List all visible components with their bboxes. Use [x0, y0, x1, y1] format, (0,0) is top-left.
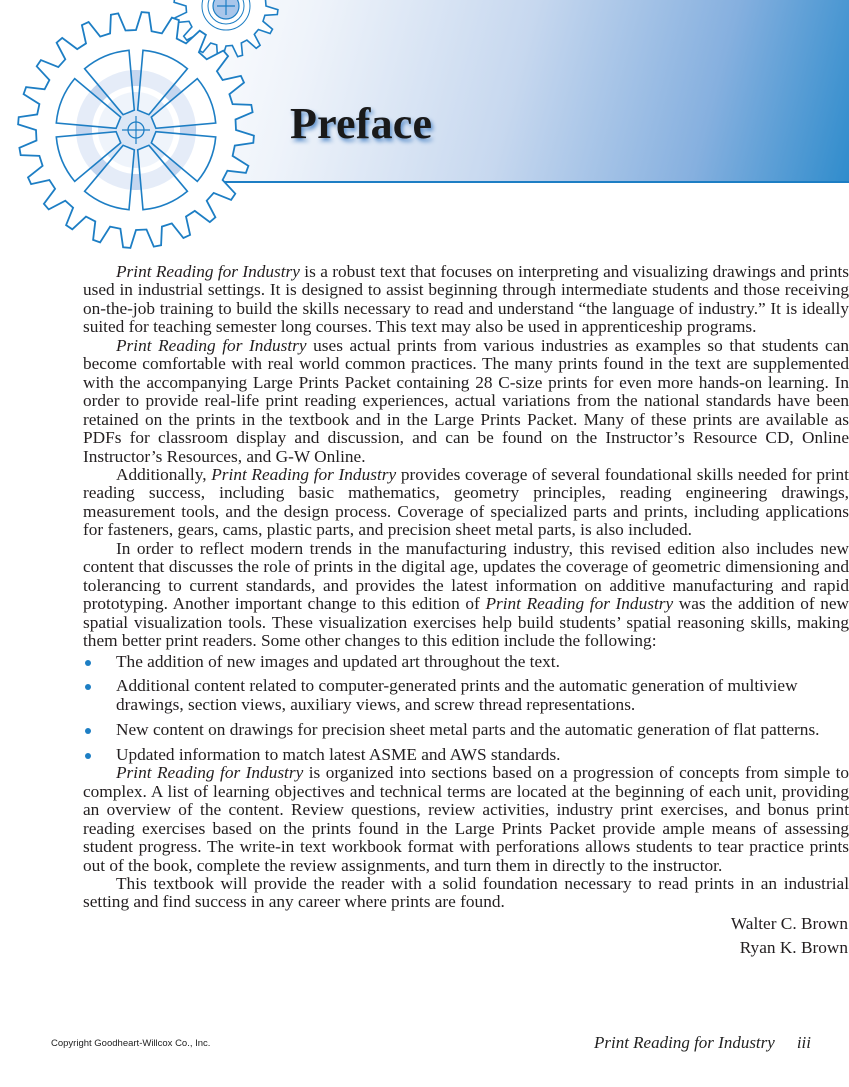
paragraph-2: Print Reading for Industry uses actual prints from various industries as examples so that students can become comfortable with real world common practices. The many prints found in the text are supplemented with the accompanying Large Prints Packet containing 28 C-size prints for even more hands-on learning. In order to provide real-life print reading experiences, actual variations from the national standards have been retained on the prints in the textbook and in the Large Prints Packet. Many of these prints are available as PDFs for classroom display and discussion, and can be found on the Instructor’s Resource CD, Online Instructor’s Resources, and G-W Online. — [83, 335, 849, 466]
gear-illustration-icon — [0, 0, 300, 250]
bullet-icon — [85, 660, 91, 666]
running-title: Print Reading for Industry — [593, 1033, 775, 1052]
paragraph-6: This textbook will provide the reader with a solid foundation necessary to read prints in an industrial setting and find success in any career where prints are found. — [83, 874, 849, 912]
bullet-icon — [85, 728, 91, 734]
paragraph-5: Print Reading for Industry is organized into sections based on a progression of concepts from simple to complex. A list of learning objectives and technical terms are located at the beginning of each unit, providing an overview of the content. Review questions, review activities, industry print exercises, and bonus print reading exercises based on the prints found in the Large Prints Packet provide ample means of assessing student progress. The write-in text workbook format with perforations allows students to tear practice prints out of the book, complete the review assignments, and turn them in directly to the instructor. — [83, 763, 849, 875]
changes-list — [83, 653, 849, 765]
list-item: New content on drawings for precision sheet metal parts and the automatic generation of flat patterns. — [83, 721, 849, 739]
page-title: Preface — [290, 99, 433, 148]
bullet-icon — [85, 753, 91, 759]
bullet-icon — [85, 684, 91, 690]
page-number: iii — [796, 1033, 811, 1052]
preface-body — [83, 263, 849, 960]
author-name: Walter C. Brown — [730, 913, 848, 933]
list-item: Additional content related to computer-generated prints and the automatic generation of multiview drawings, section views, auxiliary views, and screw thread representations. — [83, 677, 849, 714]
list-item: The addition of new images and updated art throughout the text. — [83, 653, 849, 671]
running-footer — [594, 1033, 811, 1053]
author-name: Ryan K. Brown — [739, 937, 848, 957]
copyright-notice: Copyright Goodheart-Willcox Co., Inc. — [51, 1038, 211, 1049]
signature-block — [83, 912, 849, 960]
paragraph-4: In order to reflect modern trends in the manufacturing industry, this revised edition also includes new content that discusses the role of prints in the digital age, updates the coverage of geometric dimensioning and tolerancing to current standards, and provides the latest information on additive manufacturing and rapid prototyping. Another important change to this edition of Print Reading for Industry was the addition of new spatial visualization tools. These visualization exercises help build students’ spatial reasoning skills, making them better print readers. Some other changes to this edition include the following: — [83, 538, 849, 651]
paragraph-1: Print Reading for Industry is a robust text that focuses on interpreting and visualizing drawings and prints used in industrial settings. It is designed to assist beginning through intermediate students and those receiving on-the-job training to build the skills necessary to read and understand “the language of industry.” It is ideally suited for teaching semester long courses. This text may also be used in apprenticeship programs. — [83, 262, 849, 337]
list-item: Updated information to match latest ASME and AWS standards. — [83, 746, 849, 764]
paragraph-3: Additionally, Print Reading for Industry provides coverage of several foundational skills needed for print reading success, including basic mathematics, geometry principles, reading engineering drawings, measurement tools, and the design process. Coverage of specialized parts and prints, including applications for fasteners, gears, cams, plastic parts, and precision sheet metal parts, is also included. — [83, 464, 849, 540]
